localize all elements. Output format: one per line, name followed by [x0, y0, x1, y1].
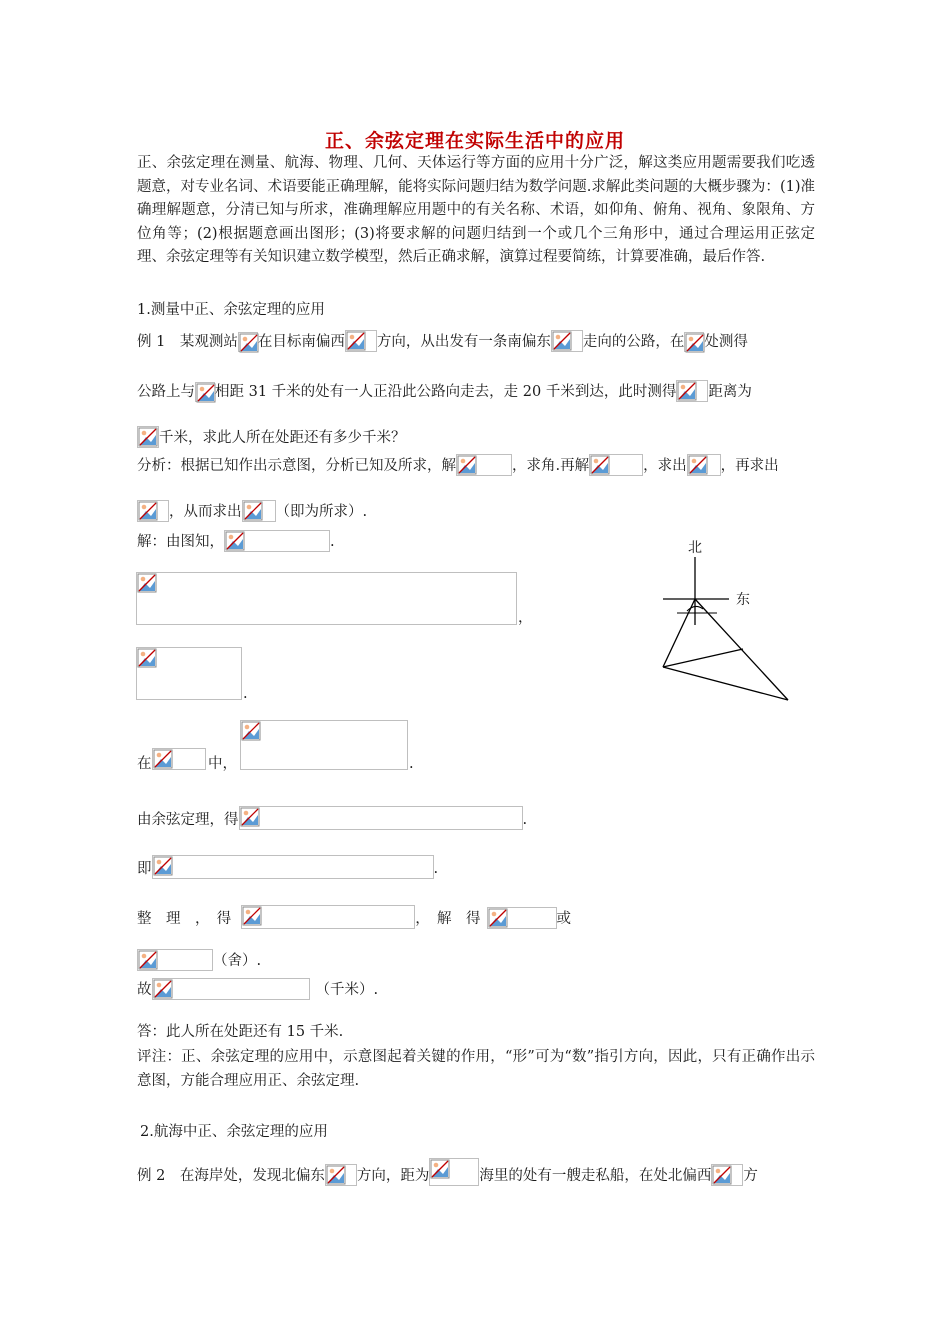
formula-image — [711, 1164, 743, 1186]
broken-image-icon — [677, 381, 697, 401]
formula-image — [684, 332, 704, 352]
text: ，求角.再解 — [512, 458, 590, 474]
broken-image-icon — [712, 1165, 732, 1185]
broken-image-icon — [239, 333, 259, 353]
text: 即 — [137, 861, 152, 877]
broken-image-icon — [138, 950, 158, 970]
text: 整 理 ， 得 — [137, 911, 232, 927]
broken-image-icon — [326, 1165, 346, 1185]
ie-line — [137, 855, 438, 879]
example-1-line-3 — [137, 426, 406, 448]
text: 相距 31 千米的处有一人正沿此公路向走去，走 20 千米到达，此时测得 — [215, 384, 677, 400]
formula-image — [152, 978, 310, 1000]
text: 方向，距为 — [356, 1168, 430, 1184]
broken-image-icon — [243, 501, 263, 521]
side-bottom — [663, 667, 788, 700]
formula-image — [487, 907, 557, 929]
broken-image-icon — [688, 455, 708, 475]
formula-image — [137, 500, 169, 522]
broken-image-icon — [225, 531, 245, 551]
example-1-line-2 — [137, 380, 752, 402]
formula-image — [239, 806, 523, 830]
east-label: 东 — [736, 592, 750, 608]
punct-dot: . — [409, 756, 414, 772]
text: 千米，求此人所在处距还有多少千米？ — [159, 430, 406, 446]
text: 方 — [743, 1168, 758, 1184]
formula-image — [137, 426, 159, 448]
text: 在目标南偏西 — [257, 334, 345, 350]
text: 走向的公路，在 — [582, 334, 685, 350]
text: 分析：根据已知作出示意图，分析已知及所求，解 — [137, 458, 456, 474]
side-left — [663, 599, 695, 667]
broken-image-icon — [685, 333, 705, 353]
text: ，再求出 — [720, 458, 779, 474]
formula-image — [345, 330, 377, 352]
solution-line-1 — [137, 530, 335, 552]
text: ， 解 得 — [415, 911, 481, 927]
punct-comma: ， — [518, 610, 533, 626]
formula-image-large — [136, 572, 517, 625]
broken-image-icon — [138, 427, 158, 447]
broken-image-icon — [457, 455, 477, 475]
broken-image-icon — [346, 331, 366, 351]
text: （舍）. — [213, 953, 262, 969]
broken-image-icon — [241, 721, 261, 741]
broken-image-icon — [590, 455, 610, 475]
text: . — [522, 812, 528, 828]
broken-image-icon — [153, 979, 173, 999]
formula-image-large — [136, 647, 242, 700]
punct-dot: . — [243, 686, 248, 702]
formula-image — [152, 855, 434, 879]
broken-image-icon — [240, 807, 260, 827]
formula-image — [325, 1164, 357, 1186]
formula-image — [687, 454, 721, 476]
formula-image — [224, 530, 330, 552]
text: （千米）. — [315, 982, 379, 998]
broken-image-icon — [196, 383, 216, 403]
example-2-line-1 — [137, 1158, 758, 1186]
intro-paragraph: 正、余弦定理在测量、航海、物理、几何、天体运行等方面的应用十分广泛，解这类应用题需要我们吃透题意，对专业名词、术语要能正确理解，能将实际问题归结为数学问题.求解此类问题的大概步骤为：(1)准确理解题意，分清已知与所求，准确理解应用题中的有关名称、术语，如仰角、俯角、视角、象限角、方位角等；(2)根据题意画出图形；(3)将要求解的问题归结到一个或几个三角形中，通过合理运用正弦定理、余弦定理等有关知识建立数学模型，然后正确求解，演算过程要简练，计算要准确，最后作答. — [137, 155, 815, 265]
text: 故 — [137, 982, 152, 998]
formula-image — [676, 380, 708, 402]
broken-image-icon — [138, 501, 158, 521]
simplify-line — [137, 905, 571, 929]
comment: 评注：正、余弦定理的应用中，示意图起着关键的作用，“形”可为“数”指引方向，因此，只有正确作出示意图，方能合理应用正、余弦定理. — [137, 1049, 815, 1089]
text-zai: 在 — [137, 756, 152, 772]
formula-image — [137, 949, 213, 971]
text: . — [433, 861, 439, 877]
therefore-line — [137, 978, 378, 1000]
broken-image-icon — [137, 573, 157, 593]
broken-image-icon — [430, 1159, 450, 1179]
discard-line — [137, 949, 261, 971]
analysis-line-1 — [137, 454, 779, 476]
side-inner — [663, 649, 743, 667]
text: 例 2 在海岸处，发现北偏东 — [137, 1168, 325, 1184]
formula-image — [238, 332, 258, 352]
formula-image — [195, 382, 215, 402]
direction-diagram — [655, 535, 805, 710]
formula-image — [456, 454, 512, 476]
text: 解：由图知， — [137, 534, 224, 550]
page-title: 正、余弦定理在实际生活中的应用 — [324, 130, 625, 152]
formula-image — [551, 330, 583, 352]
text: 例 1 某观测站 — [137, 334, 238, 350]
text-zhong: 中， — [208, 756, 237, 772]
section-1-heading: 1.测量中正、余弦定理的应用 — [137, 302, 325, 318]
text: 公路上与 — [137, 384, 195, 400]
text: （即为所求）. — [275, 504, 368, 520]
broken-image-icon — [242, 906, 262, 926]
text: ，求出 — [643, 458, 687, 474]
text: 方向，从出发有一条南偏东 — [376, 334, 551, 350]
text: ，从而求出 — [169, 504, 242, 520]
broken-image-icon — [153, 749, 173, 769]
text: 由余弦定理，得 — [137, 812, 239, 828]
formula-image — [242, 500, 276, 522]
north-label: 北 — [688, 540, 702, 556]
broken-image-icon — [488, 908, 508, 928]
text: 或 — [556, 911, 571, 927]
formula-image — [152, 748, 206, 770]
answer: 答：此人所在处距还有 15 千米. — [137, 1024, 344, 1040]
section-2-heading: 2.航海中正、余弦定理的应用 — [140, 1124, 328, 1140]
formula-image — [589, 454, 643, 476]
formula-image-large — [240, 720, 408, 770]
broken-image-icon — [137, 648, 157, 668]
broken-image-icon — [153, 856, 173, 876]
analysis-line-2 — [137, 500, 367, 522]
text: 处测得 — [704, 334, 748, 350]
broken-image-icon — [552, 331, 572, 351]
formula-image — [241, 905, 415, 929]
text: . — [330, 534, 335, 550]
text: 距离为 — [708, 384, 752, 400]
formula-image — [429, 1158, 479, 1186]
text: 海里的处有一艘走私船，在处北偏西 — [479, 1168, 712, 1184]
example-1-line-1 — [137, 330, 748, 352]
cosine-law-line — [137, 806, 527, 830]
